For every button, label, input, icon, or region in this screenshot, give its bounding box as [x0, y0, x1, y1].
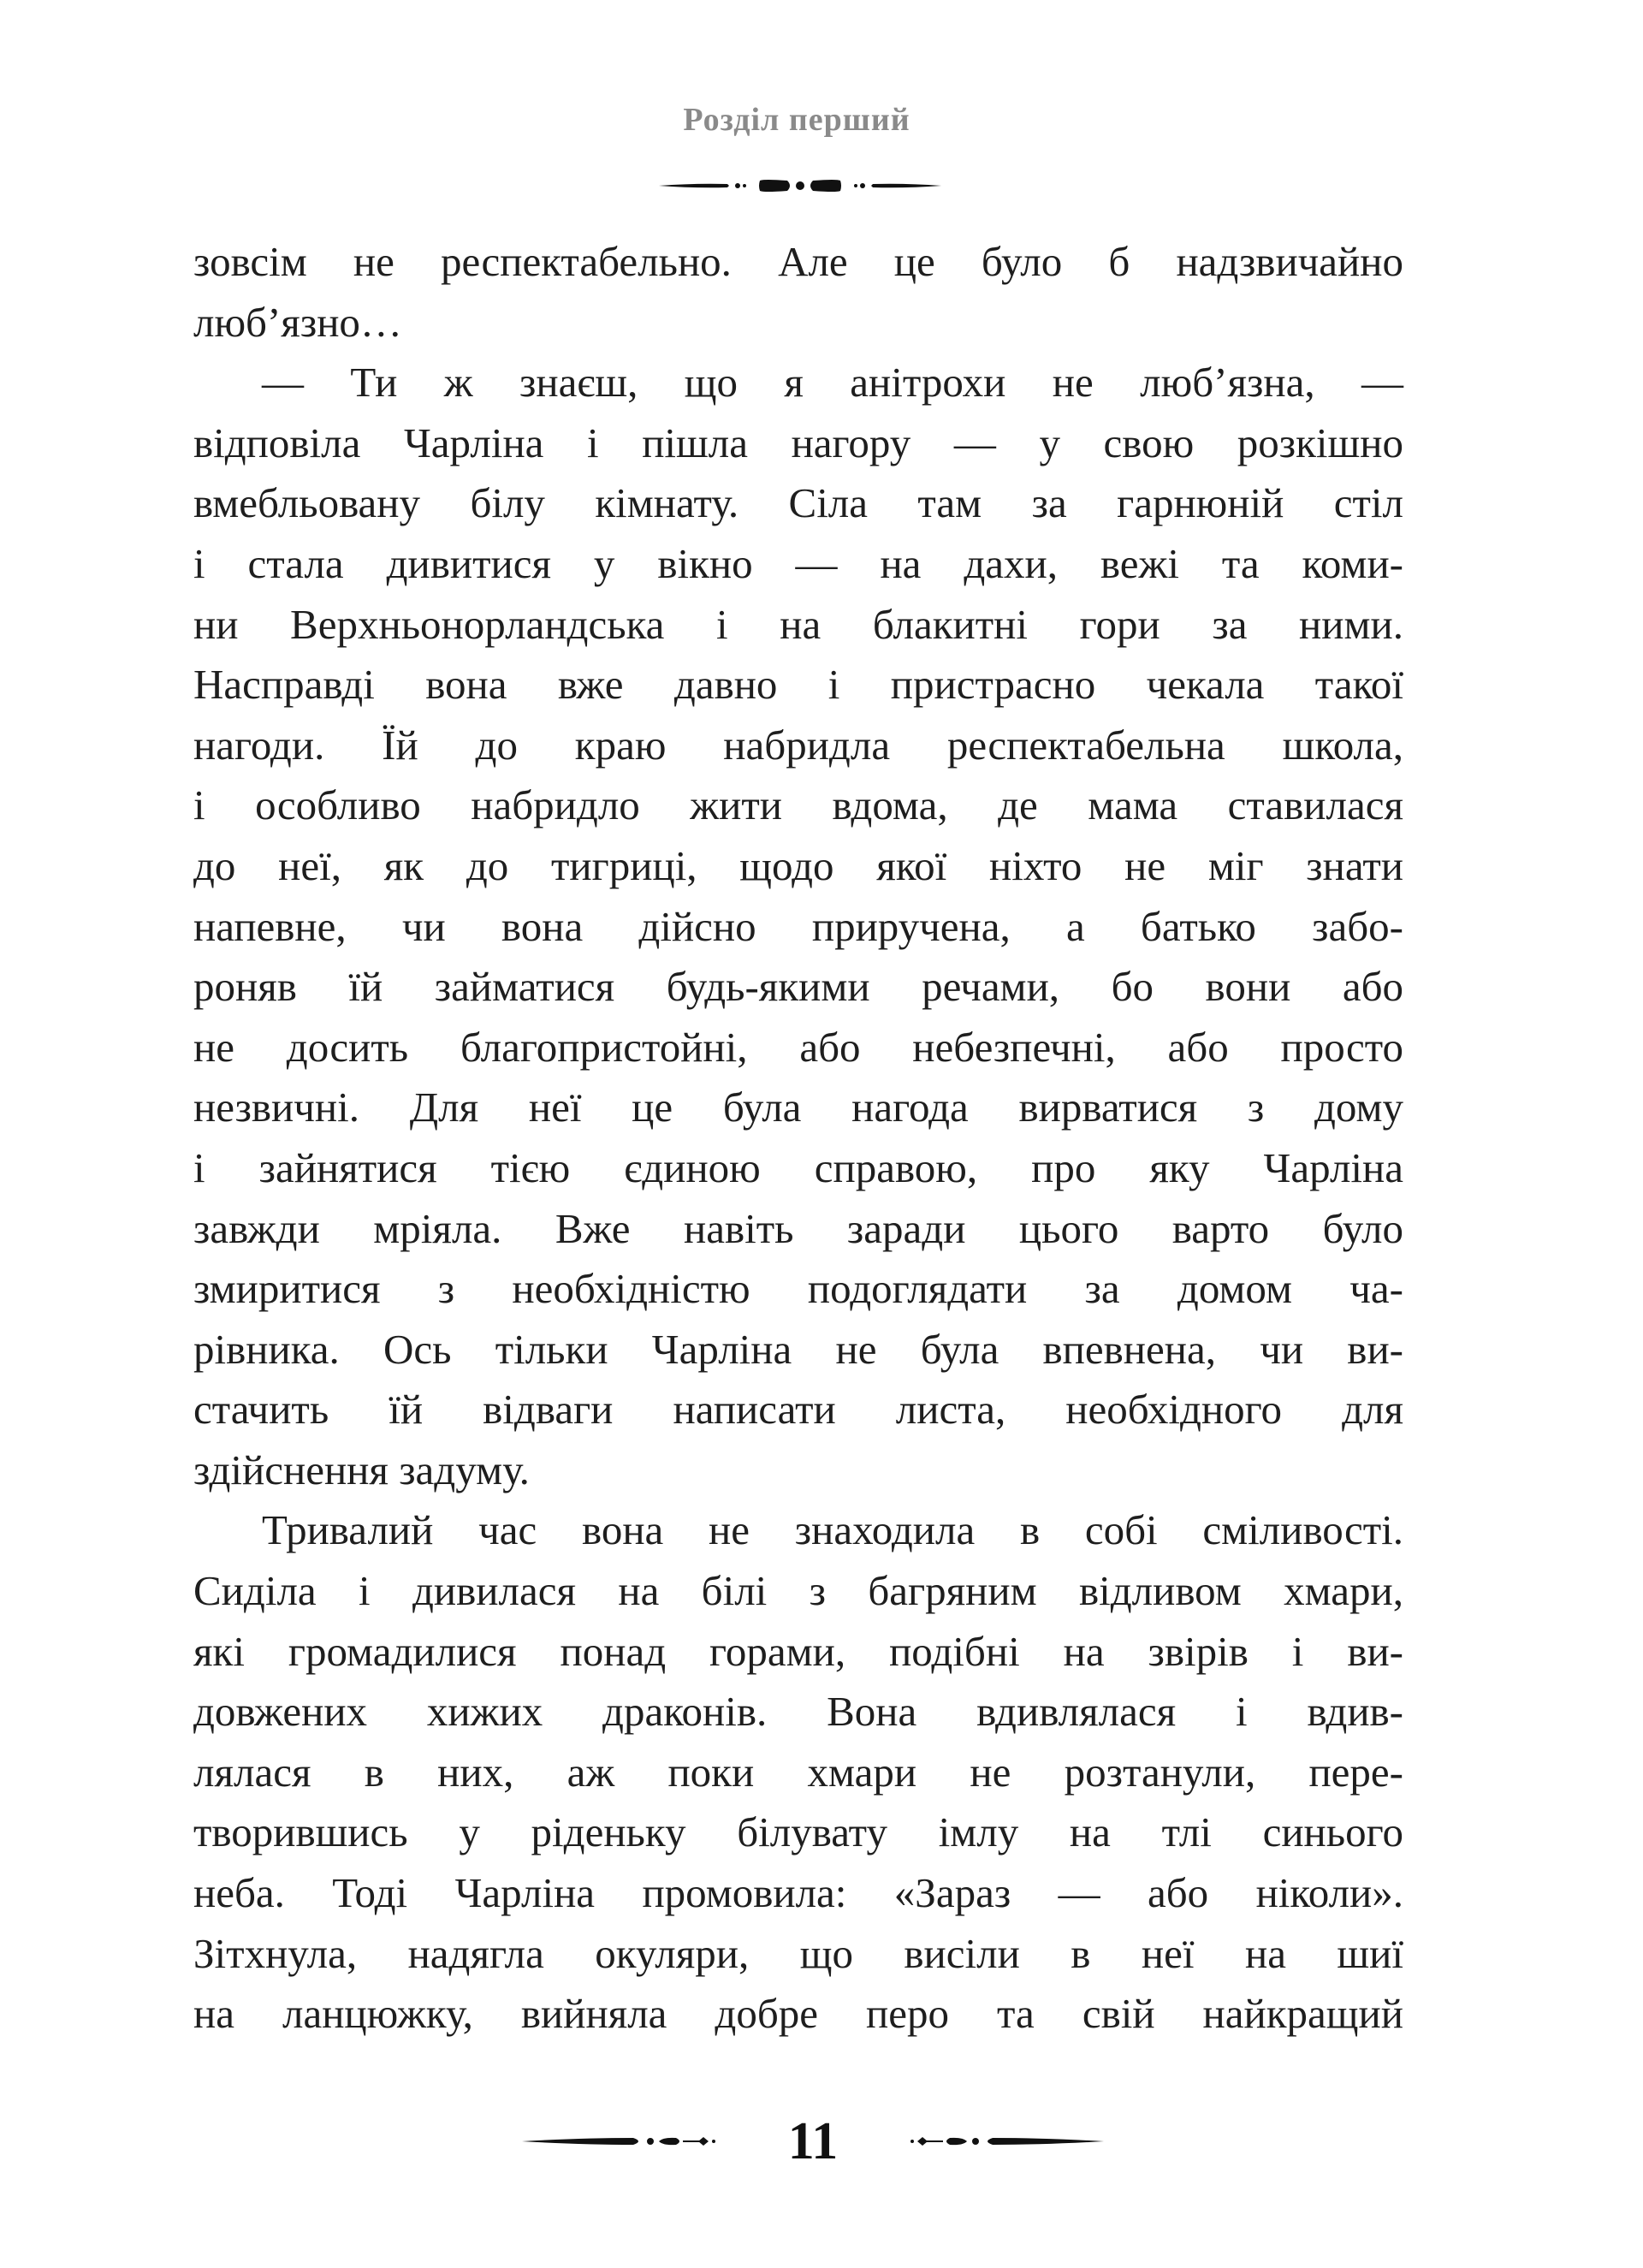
text-line: Насправді вона вже давно і пристрасно чекала такої: [193, 661, 1403, 709]
text-line: і зайнятися тією єдиною справою, про яку Чарліна: [193, 1143, 1403, 1191]
ornament-divider-icon: [659, 171, 941, 200]
text-line: ни Верхньонорландська і на блакитні гори за ними.: [193, 600, 1403, 648]
text-line: Зітхнула, надягла окуляри, що висіли в неї на шиї: [193, 1929, 1403, 1977]
text-line: неба. Тоді Чарліна промовила: «Зараз — або ніколи».: [193, 1869, 1403, 1917]
text-line: роняв їй займатися будь-якими речами, бо вони або: [193, 963, 1403, 1011]
ornament-right-icon: [907, 2126, 1112, 2157]
text-line: рівника. Ось тільки Чарліна не була впевнена, чи ви-: [193, 1325, 1403, 1373]
text-line: Сиділа і дивилася на білі з багряним відливом хмари,: [193, 1567, 1403, 1615]
text-line: здійснення задуму.: [193, 1446, 530, 1493]
text-line: зовсім не респектабельно. Але це було б надзвичайно: [193, 238, 1403, 285]
page-footer: [513, 2107, 1112, 2176]
text-line: творившись у ріденьку білувату імлу на тлі синього: [193, 1808, 1403, 1856]
text-line: незвичні. Для неї це була нагода вирватися з дому: [193, 1084, 1403, 1131]
text-line: лялася в них, аж поки хмари не розтанули, пере-: [193, 1748, 1403, 1796]
text-line: вмебльовану білу кімнату. Сіла там за гарнюній стіл: [193, 479, 1403, 527]
text-line: на ланцюжку, вийняла добре перо та свій найкращий: [193, 1990, 1403, 2038]
chapter-running-title: Розділ перший: [683, 102, 910, 138]
text-line: які громадилися понад горами, подібні на звірів і ви-: [193, 1627, 1403, 1675]
text-line: — Ти ж знаєш, що я анітрохи не люб’язна, —: [262, 359, 1403, 407]
text-line: стачить їй відваги написати листа, необхідного для: [193, 1386, 1403, 1434]
text-line: не досить благопристойні, або небезпечні, або просто: [193, 1023, 1403, 1071]
text-line: завжди мріяла. Вже навіть заради цього варто було: [193, 1204, 1403, 1252]
text-line: відповіла Чарліна і пішла нагору — у свою розкішно: [193, 419, 1403, 466]
page-number: 11: [787, 2112, 839, 2170]
text-line: змиритися з необхідністю подоглядати за домом ча-: [193, 1265, 1403, 1313]
text-line: напевне, чи вона дійсно приручена, а батько забо-: [193, 902, 1403, 950]
text-line: і стала дивитися у вікно — на дахи, вежі та коми-: [193, 539, 1403, 587]
text-line: нагоди. Їй до краю набридла респектабельна школа,: [193, 721, 1403, 769]
text-line: до неї, як до тигриці, щодо якої ніхто не міг знати: [193, 841, 1403, 889]
body-text: [193, 232, 1403, 2045]
text-line: довжених хижих драконів. Вона вдивлялася і вдив-: [193, 1688, 1403, 1736]
text-line: Тривалий час вона не знаходила в собі сміливості.: [262, 1506, 1403, 1554]
text-line: люб’язно…: [193, 298, 402, 346]
text-line: і особливо набридло жити вдома, де мама ставилася: [193, 781, 1403, 829]
